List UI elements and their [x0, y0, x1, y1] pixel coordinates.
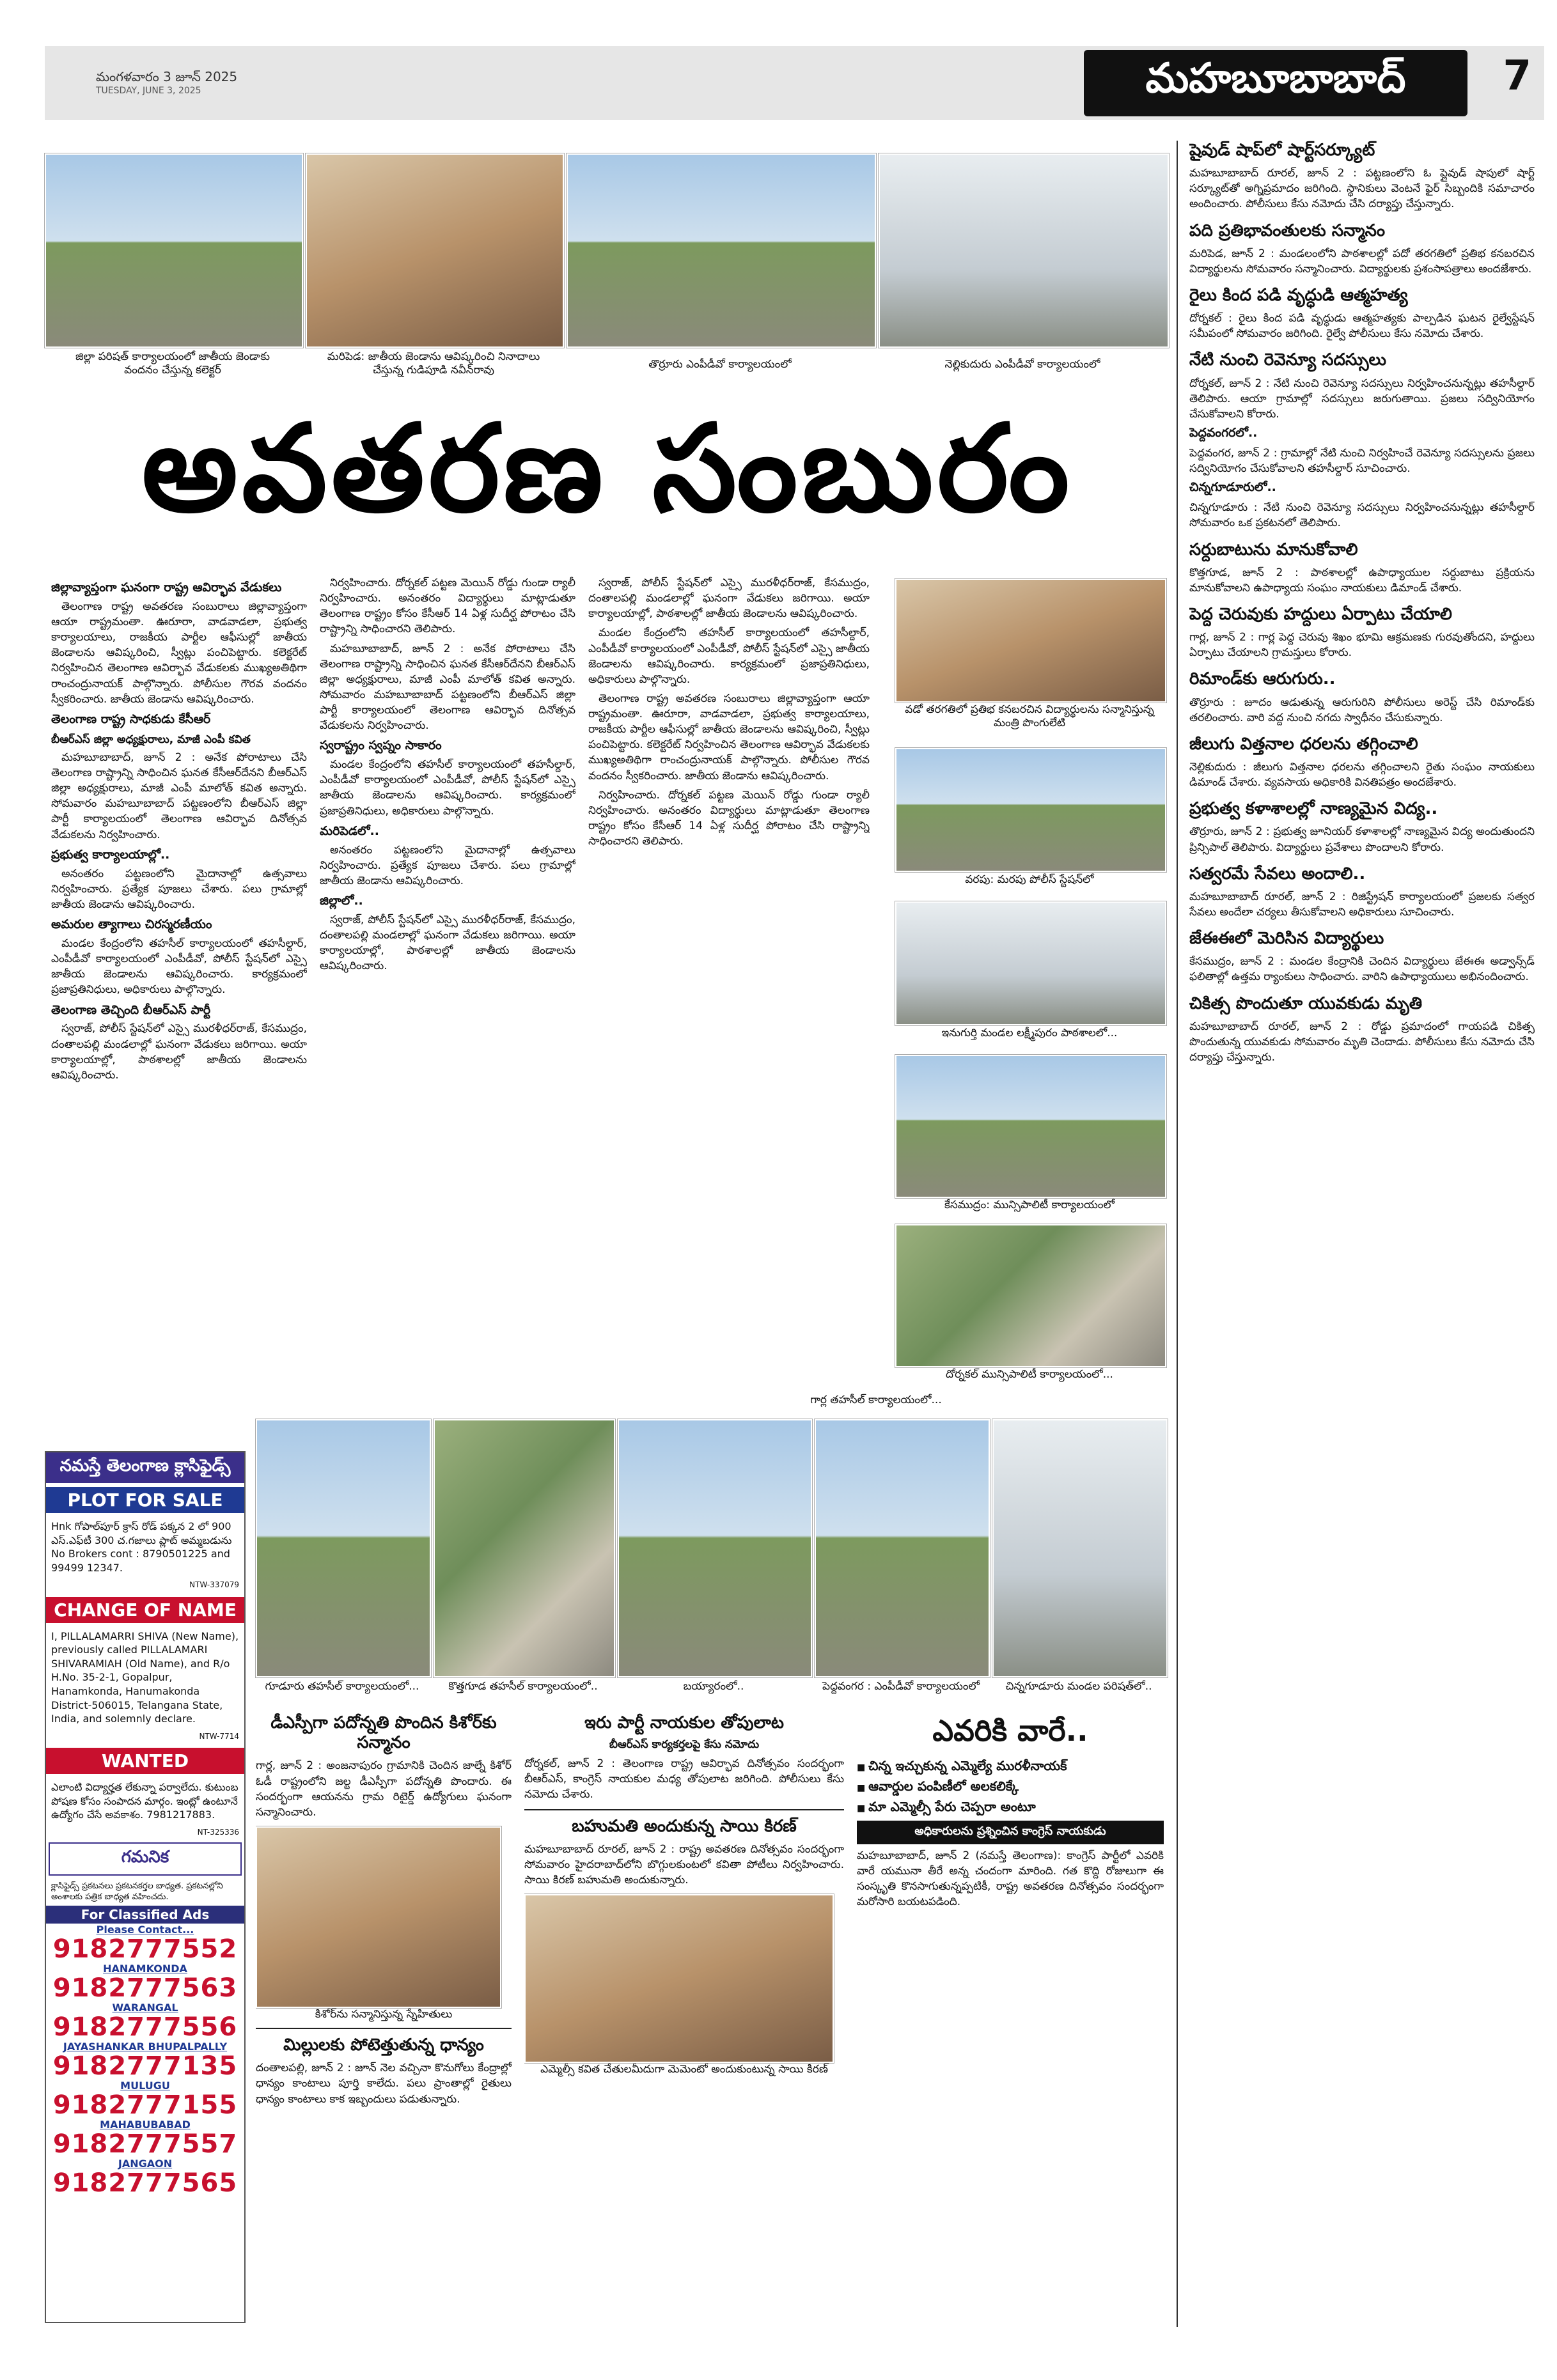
article-paragraph: అనంతరం పట్టణంలోని మైదానాల్లో ఉత్సవాలు నిర్వహించారు. ప్రత్యేక పూజలు చేశారు. పలు గ్రామాల్లో జాతీయ జెండాను ఆవిష్కరించారు. [320, 843, 575, 887]
photo-thorrur [567, 153, 876, 348]
caption-collectorate: జిల్లా పరిషత్ కార్యాలయంలో జాతీయ జెండాకు వందనం చేస్తున్న కలెక్టర్ [75, 350, 270, 377]
caption-guduru: గూడూరు తహసీల్ కార్యాలయంలో... [265, 1680, 419, 1693]
caption-peddavangara: పెద్దవంగర : ఎంపీడీవో కార్యాలయంలో [822, 1680, 980, 1693]
photo-chinnaguduru [992, 1419, 1168, 1677]
contact-phone: 9182777556 [52, 2012, 238, 2042]
box-kicker: అధికారులను ప్రశ్నించిన కాంగ్రెస్ నాయకుడు [857, 1821, 1164, 1844]
main-headline: అవతరణ సంబురం [141, 399, 1074, 539]
photo-peddavangara [815, 1419, 990, 1677]
notice-title: గమనిక [49, 1842, 242, 1876]
news-subhead: పెద్దవంగరలో.. [1189, 426, 1258, 440]
ads-head: For Classified Ads [46, 1906, 244, 1924]
photo-sai-kiran [524, 1894, 834, 2063]
news-body: కేసముద్రం, జూన్ 2 : మండల కేంద్రానికి చెందిన విద్యార్థులు జేఈఈ అడ్వాన్స్‌డ్ ఫలితాల్లో ఉత్తమ ర్యాంకులు సాధించారు. వారిని ఉపాధ్యాయులు అభినందించారు. [1189, 955, 1535, 984]
article-body: దంతాలపల్లి, జూన్ 2 : జూన్ నెల వచ్చినా కొనుగోలు కేంద్రాల్లో ధాన్యం కాంటాలు పూర్తి కాలేదు. పలు ప్రాంతాల్లో రైతులు ధాన్యం కాంటాలు కాక ఇబ్బందులు పడుతున్నారు. [256, 2062, 512, 2106]
photo-school [895, 901, 1166, 1025]
article-headline: బహుమతి అందుకున్న సాయి కిరణ్ [572, 1816, 797, 1836]
caption-maripeda: మరిపెడ: జాతీయ జెండాను ఆవిష్కరించి నినాదాలు చేస్తున్న గుడిపూడి నవీన్‌రావు [327, 350, 540, 377]
article-body: గార్ల, జూన్ 2 : అంజనాపురం గ్రామానికి చెందిన జాల్నే కిశోర్ ఓడీ రాష్ట్రంలోని జల్ట డీఎస్పీగా పదోన్నతి పొందారు. ఈ సందర్భంగా ఆయనను గ్రామ రిటైర్డ్ ఉద్యోగులు ఘనంగా సన్మానించారు. [256, 1759, 512, 1819]
caption-police-station: వరపు: మరపు పోలీస్ స్టేషన్‌లో [965, 873, 1094, 886]
photo-kesamudram [895, 1055, 1166, 1198]
news-headline: సత్వరమే సేవలు అందాలి.. [1189, 864, 1366, 883]
photo-nellikuduru [879, 153, 1169, 348]
classifieds-panel [45, 1451, 246, 2323]
contact-phone: 9182777552 [52, 1934, 238, 1964]
photo-maripeda [306, 153, 564, 348]
photo-guduru [256, 1419, 431, 1677]
news-body: తొర్రూరు : జూదం ఆడుతున్న ఆరుగురిని పోలీసులు అరెస్ట్ చేసి రిమాండ్‌కు తరలించారు. వారి వద్ద నుంచి నగదు స్వాధీనం చేసుకున్నారు. [1189, 696, 1535, 724]
caption-school: ఇనుగుర్తి మండల లక్ష్మీపురం పాఠశాలలో... [941, 1027, 1118, 1039]
article-body: మహబూబాబాద్, జూన్ 2 (నమస్తే తెలంగాణ): కాంగ్రెస్ పార్టీలో ఎవరికి వారే యమునా తీరే అన్న చందంగా మారింది. గత కొద్ది రోజులుగా ఈ సంస్కృతి కొనసాగుతున్నప్పటికీ, రాష్ట్ర అవతరణ దినోత్సవం సందర్భంగా మరోసారి బయటపడింది. [857, 1849, 1164, 1909]
news-headline: జీలుగు విత్తనాల ధరలను తగ్గించాలి [1189, 734, 1418, 754]
contact-phone: 9182777565 [52, 2168, 238, 2198]
news-body: దోర్నకల్, జూన్ 2 : నేటి నుంచి రెవెన్యూ సదస్సులు నిర్వహించనున్నట్లు తహసీల్దార్ తెలిపారు. ఆయా గ్రామాల్లో సదస్సులు జరుగుతాయి. ప్రజలు సద్వినియోగం చేసుకోవాలని కోరారు. [1189, 377, 1535, 421]
divider [256, 2028, 512, 2029]
caption-bayyaram: బయ్యారంలో.. [683, 1680, 744, 1693]
caption-kothaguda: కొత్తగూడ తహసీల్ కార్యాలయంలో.. [448, 1680, 598, 1693]
contact-phone: 9182777155 [52, 2090, 238, 2120]
photo-police-station [895, 748, 1166, 872]
news-body: నెల్లికుదురు : జీలుగు విత్తనాల ధరలను తగ్గించాలని రైతు సంఘం నాయకులు డిమాండ్ చేశారు. వ్యవసాయ అధికారికి వినతిపత్రం అందజేశారు. [1189, 761, 1535, 789]
page-header [45, 46, 1544, 120]
caption-nellikuduru: నెల్లికుదురు ఎంపీడీవో కార్యాలయంలో [944, 358, 1100, 371]
news-body: తొర్రూరు, జూన్ 2 : ప్రభుత్వ జూనియర్ కళాశాలల్లో నాణ్యమైన విద్య అందుతుందని ప్రిన్సిపాల్ తెలిపారు. విద్యార్థులు ప్రవేశాలు పొందాలని కోరారు. [1189, 825, 1535, 854]
page-number: 7 [1503, 52, 1531, 100]
caption-students: వడో తరగతిలో ప్రతిభ కనబరచిన విద్యార్థులను సన్మానిస్తున్న మంత్రి పొంగులేటి [905, 703, 1154, 730]
header-date-telugu: మంగళవారం 3 జూన్ 2025 [96, 69, 238, 84]
article-paragraph: తెలంగాణ రాష్ట్ర అవతరణ సంబురాలు జిల్లావ్యాప్తంగా ఆయా రాష్ట్రమంతా. ఊరూరా, వాడవాడలా, ప్రభుత్వ కార్యాలయాలు, రాజకీయ పార్టీల ఆఫీసుల్లో జాతీయ జెండాలను ఆవిష్కరించి, స్వీట్లు పంచిపెట్టారు. కలెక్టరేట్ నిర్వహించిన తెలంగాణ ఆవిర్భావ వేడుకలకు ముఖ్యఅతిథిగా రాంచంద్రునాయక్ పాల్గొన్నారు. పోలీసుల గౌరవ వందనం స్వీకరించారు. జాతీయ జెండాను ఆవిష్కరించారు. [588, 692, 870, 782]
article-headline: డీఎస్పీగా పదోన్నతి పొందిన కిశోర్‌కు సన్మానం [270, 1713, 497, 1753]
contact-phone: 9182777563 [52, 1973, 238, 2003]
wanted-text: ఎలాంటి విద్యార్హత లేకున్నా పర్వాలేదు. కుటుంబ పోషణ కోసం సంపాదన మార్గం. ఇంట్లో ఉంటూనే ఉద్యోగం చేసే అవకాశం. 7981217883. [51, 1780, 239, 1821]
box-bullet: ■ చిన్న ఇచ్చుకున్న ఎమ్మెల్యే మురళీనాయక్ [857, 1755, 1164, 1776]
contact-place: WARANGAL [112, 2001, 178, 2014]
ads-sub: Please Contact... [96, 1923, 194, 1936]
article-subhead: స్వరాష్ట్రం స్వప్నం సాకారం [320, 738, 442, 753]
change-name-title: CHANGE OF NAME [46, 1597, 244, 1623]
news-body: కొత్తగూడ, జూన్ 2 : పాఠశాలల్లో ఉపాధ్యాయుల సర్దుబాటు ప్రక్రియను మానుకోవాలని ఉపాధ్యాయ సంఘం నాయకులు డిమాండ్ చేశారు. [1189, 566, 1535, 595]
article-subhead: మరిపెడలో.. [320, 823, 379, 838]
section-title: మహబూబాబాద్ [1084, 50, 1467, 116]
caption-thorrur: తొర్రూరు ఎంపీడీవో కార్యాలయంలో [648, 358, 792, 371]
caption-chinnaguduru: చిన్నగూడూరు మండల పరిషత్‌లో.. [1005, 1680, 1152, 1693]
article-paragraph: స్వరాజ్, పోలీస్ స్టేషన్‌లో ఎస్సై మురళీధర్‌రాజ్, కేసముద్రం, దంతాలపల్లి మండలాల్లో ఘనంగా వేడుకలు జరిగాయి. అయా కార్యాలయాల్లో, పాఠశాలల్లో జాతీయ జెండాలను ఆవిష్కరించారు. [51, 1022, 307, 1082]
news-body: మహబూబాబాద్ రూరల్, జూన్ 2 : పట్టణంలోని ఓ ప్లైవుడ్ షాపులో షార్ట్ సర్క్యూట్‌తో అగ్నిప్రమాదం జరిగింది. స్థానికులు వెంటనే ఫైర్ సిబ్బందికి సమాచారం అందించారు. పోలీసులు కేసు నమోదు చేసి దర్యాప్తు చేస్తున్నారు. [1189, 167, 1535, 211]
news-body: పెద్దవంగర, జూన్ 2 : గ్రామాల్లో నేటి నుంచి నిర్వహించే రెవెన్యూ సదస్సులను ప్రజలు సద్వినియోగం చేసుకోవాలని తహసీల్దార్ సూచించారు. [1189, 447, 1535, 476]
article-paragraph: మండల కేంద్రంలోని తహసీల్ కార్యాలయంలో తహసీల్దార్, ఎంపీడీవో కార్యాలయంలో ఎంపీడీవో, పోలీస్ స్టేషన్‌లో ఎస్సై జాతీయ జెండాలను ఆవిష్కరించారు. కార్యక్రమంలో ప్రజాప్రతినిధులు, అధికారులు పాల్గొన్నారు. [320, 758, 575, 818]
divider [524, 1809, 844, 1810]
news-headline: ప్రభుత్వ కళాశాలల్లో నాణ్యమైన విద్య.. [1189, 799, 1438, 819]
article-kicker: జిల్లావ్యాప్తంగా ఘనంగా రాష్ట్ర ఆవిర్భావ వేడుకలు [51, 580, 282, 595]
article-paragraph: నిర్వహించారు. దోర్నకల్ పట్టణ మెయిన్ రోడ్డు గుండా ర్యాలీ నిర్వహించారు. అనంతరం విద్యార్థులు మాట్లాడుతూ తెలంగాణ రాష్ట్రం కోసం కేసీఆర్ 14 ఏళ్ల సుదీర్ఘ పోరాటం చేసి రాష్ట్రాన్ని సాధించారని తెలిపారు. [588, 788, 870, 848]
article-kicker: బీఆర్ఎస్ కార్యకర్తలపై కేసు నమోదు [609, 1738, 760, 1752]
contact-place: JAYASHANKAR BHUPALPALLY [63, 2040, 228, 2053]
article-subhead: అమరుల త్యాగాలు చిరస్మరణీయం [51, 917, 212, 932]
classifieds-brand: నమస్తే తెలంగాణ క్లాసిఫైడ్స్ [46, 1452, 244, 1483]
news-body: మరిపెడ, జూన్ 2 : మండలంలోని పాఠశాలల్లో పదో తరగతిలో ప్రతిభ కనబరచిన విద్యార్థులను సోమవారం సన్మానించారు. విద్యార్థులకు ప్రశంసాపత్రాలు అందజేశారు. [1189, 247, 1535, 276]
article-headline: మిల్లులకు పోటెత్తుతున్న ధాన్యం [283, 2035, 484, 2055]
news-headline: పది ప్రతిభావంతులకు సన్మానం [1189, 221, 1386, 240]
article-dsp-promotion [256, 1713, 512, 2327]
caption-kishore: కిశోర్‌ను సన్మానిస్తున్న స్నేహితులు [315, 2007, 453, 2021]
article-subhead: జిల్లాలో.. [320, 894, 363, 908]
caption-dornakal: దోర్నకల్ మున్సిపాలిటీ కార్యాలయంలో... [946, 1368, 1113, 1381]
wanted-title: WANTED [46, 1748, 244, 1774]
caption-sai-kiran: ఎమ్మెల్సీ కవిత చేతులమీదుగా మెమెంటో అందుకుంటున్న సాయి కిరణ్ [540, 2063, 828, 2076]
article-subhead: తెలంగాణ తెచ్చింది బీఆర్ఎస్ పార్టీ [51, 1002, 211, 1017]
article-headline: ఇరు పార్టీ నాయకుల తోపులాట [584, 1713, 784, 1732]
news-body: మహబూబాబాద్ రూరల్, జూన్ 2 : రోడ్డు ప్రమాదంలో గాయపడి చికిత్స పొందుతున్న యువకుడు సోమవారం మృతి చెందాడు. పోలీసులు కేసు నమోదు చేసి దర్యాప్తు చేస్తున్నారు. [1189, 1020, 1535, 1064]
news-body: మహబూబాబాద్ రూరల్, జూన్ 2 : రిజిస్ట్రేషన్ కార్యాలయంలో ప్రజలకు సత్వర సేవలు అందేలా చర్యలు తీసుకోవాలని అధికారులు సూచించారు. [1189, 890, 1535, 919]
news-headline: రిమాండ్‌కు ఆరుగురు.. [1189, 669, 1336, 689]
photo-collectorate [45, 153, 303, 348]
photo-bayyaram [618, 1419, 812, 1677]
contact-phone: 9182777135 [52, 2051, 238, 2081]
box-headline: ఎవరికి వారే.. [932, 1713, 1088, 1748]
plot-sale-title: PLOT FOR SALE [46, 1487, 244, 1513]
article-paragraph: మండల కేంద్రంలోని తహసీల్ కార్యాలయంలో తహసీల్దార్, ఎంపీడీవో కార్యాలయంలో ఎంపీడీవో, పోలీస్ స్టేషన్‌లో ఎస్సై జాతీయ జెండాలను ఆవిష్కరించారు. కార్యక్రమంలో ప్రజాప్రతినిధులు, అధికారులు పాల్గొన్నారు. [588, 626, 870, 686]
article-paragraph: అనంతరం పట్టణంలోని మైదానాల్లో ఉత్సవాలు నిర్వహించారు. ప్రత్యేక పూజలు చేశారు. పలు గ్రామాల్లో జాతీయ జెండాను ఆవిష్కరించారు. [51, 867, 307, 911]
article-paragraph: మహబూబాబాద్, జూన్ 2 : అనేక పోరాటాలు చేసి తెలంగాణ రాష్ట్రాన్ని సాధించిన ఘనత కేసీఆర్‌దేనని బీఆర్ఎస్ జిల్లా అధ్యక్షురాలు, మాజీ ఎంపీ మాలోత్ కవిత అన్నారు. సోమవారం మహబూబాబాద్ పట్టణంలోని బీఆర్ఎస్ జిల్లా పార్టీ కార్యాలయంలో తెలంగాణ ఆవిర్భావ దినోత్సవ వేడుకలను నిర్వహించారు. [51, 751, 307, 841]
article-paragraph: తెలంగాణ రాష్ట్ర అవతరణ సంబురాలు జిల్లావ్యాప్తంగా ఆయా రాష్ట్రమంతా. ఊరూరా, వాడవాడలా, ప్రభుత్వ కార్యాలయాలు, రాజకీయ పార్టీల ఆఫీసుల్లో జాతీయ జెండాలను ఆవిష్కరించి, స్వీట్లు పంచిపెట్టారు. కలెక్టరేట్ నిర్వహించిన తెలంగాణ ఆవిర్భావ వేడుకలకు ముఖ్యఅతిథిగా రాంచంద్రునాయక్ పాల్గొన్నారు. పోలీసుల గౌరవ వందనం స్వీకరించారు. జాతీయ జెండాను ఆవిష్కరించారు. [51, 600, 307, 706]
news-headline: రైలు కింద పడి వృద్ధుడి ఆత్మహత్య [1189, 286, 1408, 305]
article-paragraph: నిర్వహించారు. దోర్నకల్ పట్టణ మెయిన్ రోడ్డు గుండా ర్యాలీ నిర్వహించారు. అనంతరం విద్యార్థులు మాట్లాడుతూ తెలంగాణ రాష్ట్రం కోసం కేసీఆర్ 14 ఏళ్ల సుదీర్ఘ పోరాటం చేసి రాష్ట్రాన్ని సాధించారని తెలిపారు. [320, 577, 575, 636]
news-subhead: చిన్నగూడూరులో.. [1189, 480, 1276, 495]
contact-place: JANGAON [118, 2157, 173, 2170]
plot-sale-ref: NTW-337079 [189, 1580, 239, 1590]
plot-sale-text: Hnk గోపాల్‌పూర్ క్రాస్ రోడ్ పక్కన 2 లో 900 ఎస్.ఎఫ్‌టీ 300 చ.గజాలు ప్లాట్ అమ్మబడును No Brokers cont : 8790501225 and 99499 12347. [51, 1520, 232, 1574]
contact-phone: 9182777557 [52, 2129, 238, 2159]
caption-garla: గార్ల తహసీల్ కార్యాలయంలో... [810, 1394, 942, 1406]
contact-place: MULUGU [120, 2079, 170, 2092]
right-news-column [1189, 141, 1535, 2327]
news-headline: నేటి నుంచి రెవెన్యూ సదస్సులు [1189, 350, 1386, 370]
contact-place: HANAMKONDA [103, 1962, 187, 1975]
notice-text: క్లాసిఫైడ్స్ ప్రకటనలు ప్రకటనకర్తల బాధ్యత. ప్రకటనల్లోని అంశాలకు పత్రిక బాధ్యత వహించదు. [51, 1881, 223, 1902]
news-body: దోర్నకల్ : రైలు కింద పడి వృద్ధుడు ఆత్మహత్యకు పాల్పడిన ఘటన రైల్వేస్టేషన్ సమీపంలో సోమవారం జరిగింది. రైల్వే పోలీసులు కేసు నమోదు చేశారు. [1189, 312, 1535, 341]
article-column-3 [588, 575, 870, 1374]
news-headline: సర్దుబాటును మానుకోవాలి [1189, 540, 1358, 559]
box-bullet: ■ మా ఎమ్మెల్సీ పేరు చెప్పరా అంటూ [857, 1796, 1164, 1817]
article-paragraph: మండల కేంద్రంలోని తహసీల్ కార్యాలయంలో తహసీల్దార్, ఎంపీడీవో కార్యాలయంలో ఎంపీడీవో, పోలీస్ స్టేషన్‌లో ఎస్సై జాతీయ జెండాలను ఆవిష్కరించారు. కార్యక్రమంలో ప్రజాప్రతినిధులు, అధికారులు పాల్గొన్నారు. [51, 937, 307, 997]
photo-kothaguda [434, 1419, 615, 1677]
article-clash [524, 1713, 844, 2327]
wanted-ref: NT-325336 [197, 1827, 239, 1837]
news-headline: చికిత్స పొందుతూ యువకుడు మృతి [1189, 993, 1423, 1013]
article-column-1 [51, 575, 307, 1374]
change-name-ref: NTW-7714 [199, 1731, 239, 1741]
article-congress-box [857, 1713, 1164, 2327]
article-body: దోర్నకల్, జూన్ 2 : తెలంగాణ రాష్ట్ర ఆవిర్భావ దినోత్సవం సందర్భంగా బీఆర్ఎస్, కాంగ్రెస్ నాయకుల మధ్య తోపులాట జరిగింది. పోలీసులు కేసు నమోదు చేశారు. [524, 1757, 844, 1801]
photo-dornakal [895, 1224, 1166, 1367]
news-body: గార్ల, జూన్ 2 : గార్ల పెద్ద చెరువు శిఖం భూమి ఆక్రమణకు గురవుతోందని, హద్దులు ఏర్పాటు చేయాలని గ్రామస్తులు కోరారు. [1189, 631, 1535, 660]
change-name-text: I, PILLALAMARRI SHIVA (New Name), previously called PILLALAMARI SHIVARAMIAH (Old Name), and R/o H.No. 35-2-1, Gopalpur, Hanamkonda, Hanumakonda District-506015, Telangana State, India, and solemnly declare. [51, 1629, 239, 1725]
article-paragraph: స్వరాజ్, పోలీస్ స్టేషన్‌లో ఎస్సై మురళీధర్‌రాజ్, కేసముద్రం, దంతాలపల్లి మండలాల్లో ఘనంగా వేడుకలు జరిగాయి. అయా కార్యాలయాల్లో, పాఠశాలల్లో జాతీయ జెండాలను ఆవిష్కరించారు. [320, 914, 575, 973]
news-body: చిన్నగూడూరు : నేటి నుంచి రెవెన్యూ సదస్సులు నిర్వహించనున్నట్లు తహసీల్దార్ సోమవారం ఒక ప్రకటనలో తెలిపారు. [1189, 501, 1535, 530]
box-bullet: ■ ఆవార్డుల పంపిణీలో అలకలిక్కే [857, 1776, 1164, 1796]
news-headline: షైవుడ్ షాప్‌లో షార్ట్‌సర్క్యూట్ [1189, 141, 1375, 160]
article-subkicker: బీఆర్ఎస్ జిల్లా అధ్యక్షురాలు, మాజీ ఎంపీ కవిత [51, 733, 251, 746]
column-divider [1177, 141, 1178, 2327]
contact-place: MAHABUBABAD [100, 2118, 191, 2131]
article-paragraph: స్వరాజ్, పోలీస్ స్టేషన్‌లో ఎస్సై మురళీధర్‌రాజ్, కేసముద్రం, దంతాలపల్లి మండలాల్లో ఘనంగా వేడుకలు జరిగాయి. అయా కార్యాలయాల్లో, పాఠశాలల్లో జాతీయ జెండాలను ఆవిష్కరించారు. [588, 577, 870, 621]
photo-kishore [256, 1826, 501, 2008]
article-column-2 [320, 575, 575, 1374]
article-subhead: తెలంగాణ రాష్ట్ర సాధకుడు కేసీఆర్ [51, 712, 211, 726]
header-date-english: TUESDAY, JUNE 3, 2025 [96, 86, 201, 96]
caption-kesamudram: కేసముద్రం: మున్సిపాలిటీ కార్యాలయంలో [944, 1199, 1115, 1211]
news-headline: పెద్ద చెరువుకు హద్దులు ఏర్పాటు చేయాలి [1189, 604, 1452, 624]
article-paragraph: మహబూబాబాద్, జూన్ 2 : అనేక పోరాటాలు చేసి తెలంగాణ రాష్ట్రాన్ని సాధించిన ఘనత కేసీఆర్‌దేనని బీఆర్ఎస్ జిల్లా అధ్యక్షురాలు, మాజీ ఎంపీ మాలోత్ కవిత అన్నారు. సోమవారం మహబూబాబాద్ పట్టణంలోని బీఆర్ఎస్ జిల్లా పార్టీ కార్యాలయంలో తెలంగాణ ఆవిర్భావ దినోత్సవ వేడుకలను నిర్వహించారు. [320, 642, 575, 733]
photo-students [895, 579, 1166, 703]
article-subhead: ప్రభుత్వ కార్యాలయాల్లో.. [51, 847, 170, 862]
news-headline: జేఈఈలో మెరిసిన విద్యార్థులు [1189, 929, 1384, 949]
article-body: మహబూబాబాద్ రూరల్, జూన్ 2 : రాష్ట్ర అవతరణ దినోత్సవం సందర్భంగా సోమవారం హైదరాబాద్‌లోని బొగ్గులకుంటలో కవితా పోటీలు నిర్వహించారు. సాయి కిరణ్ బహుమతి అందుకున్నారు. [524, 1842, 844, 1886]
